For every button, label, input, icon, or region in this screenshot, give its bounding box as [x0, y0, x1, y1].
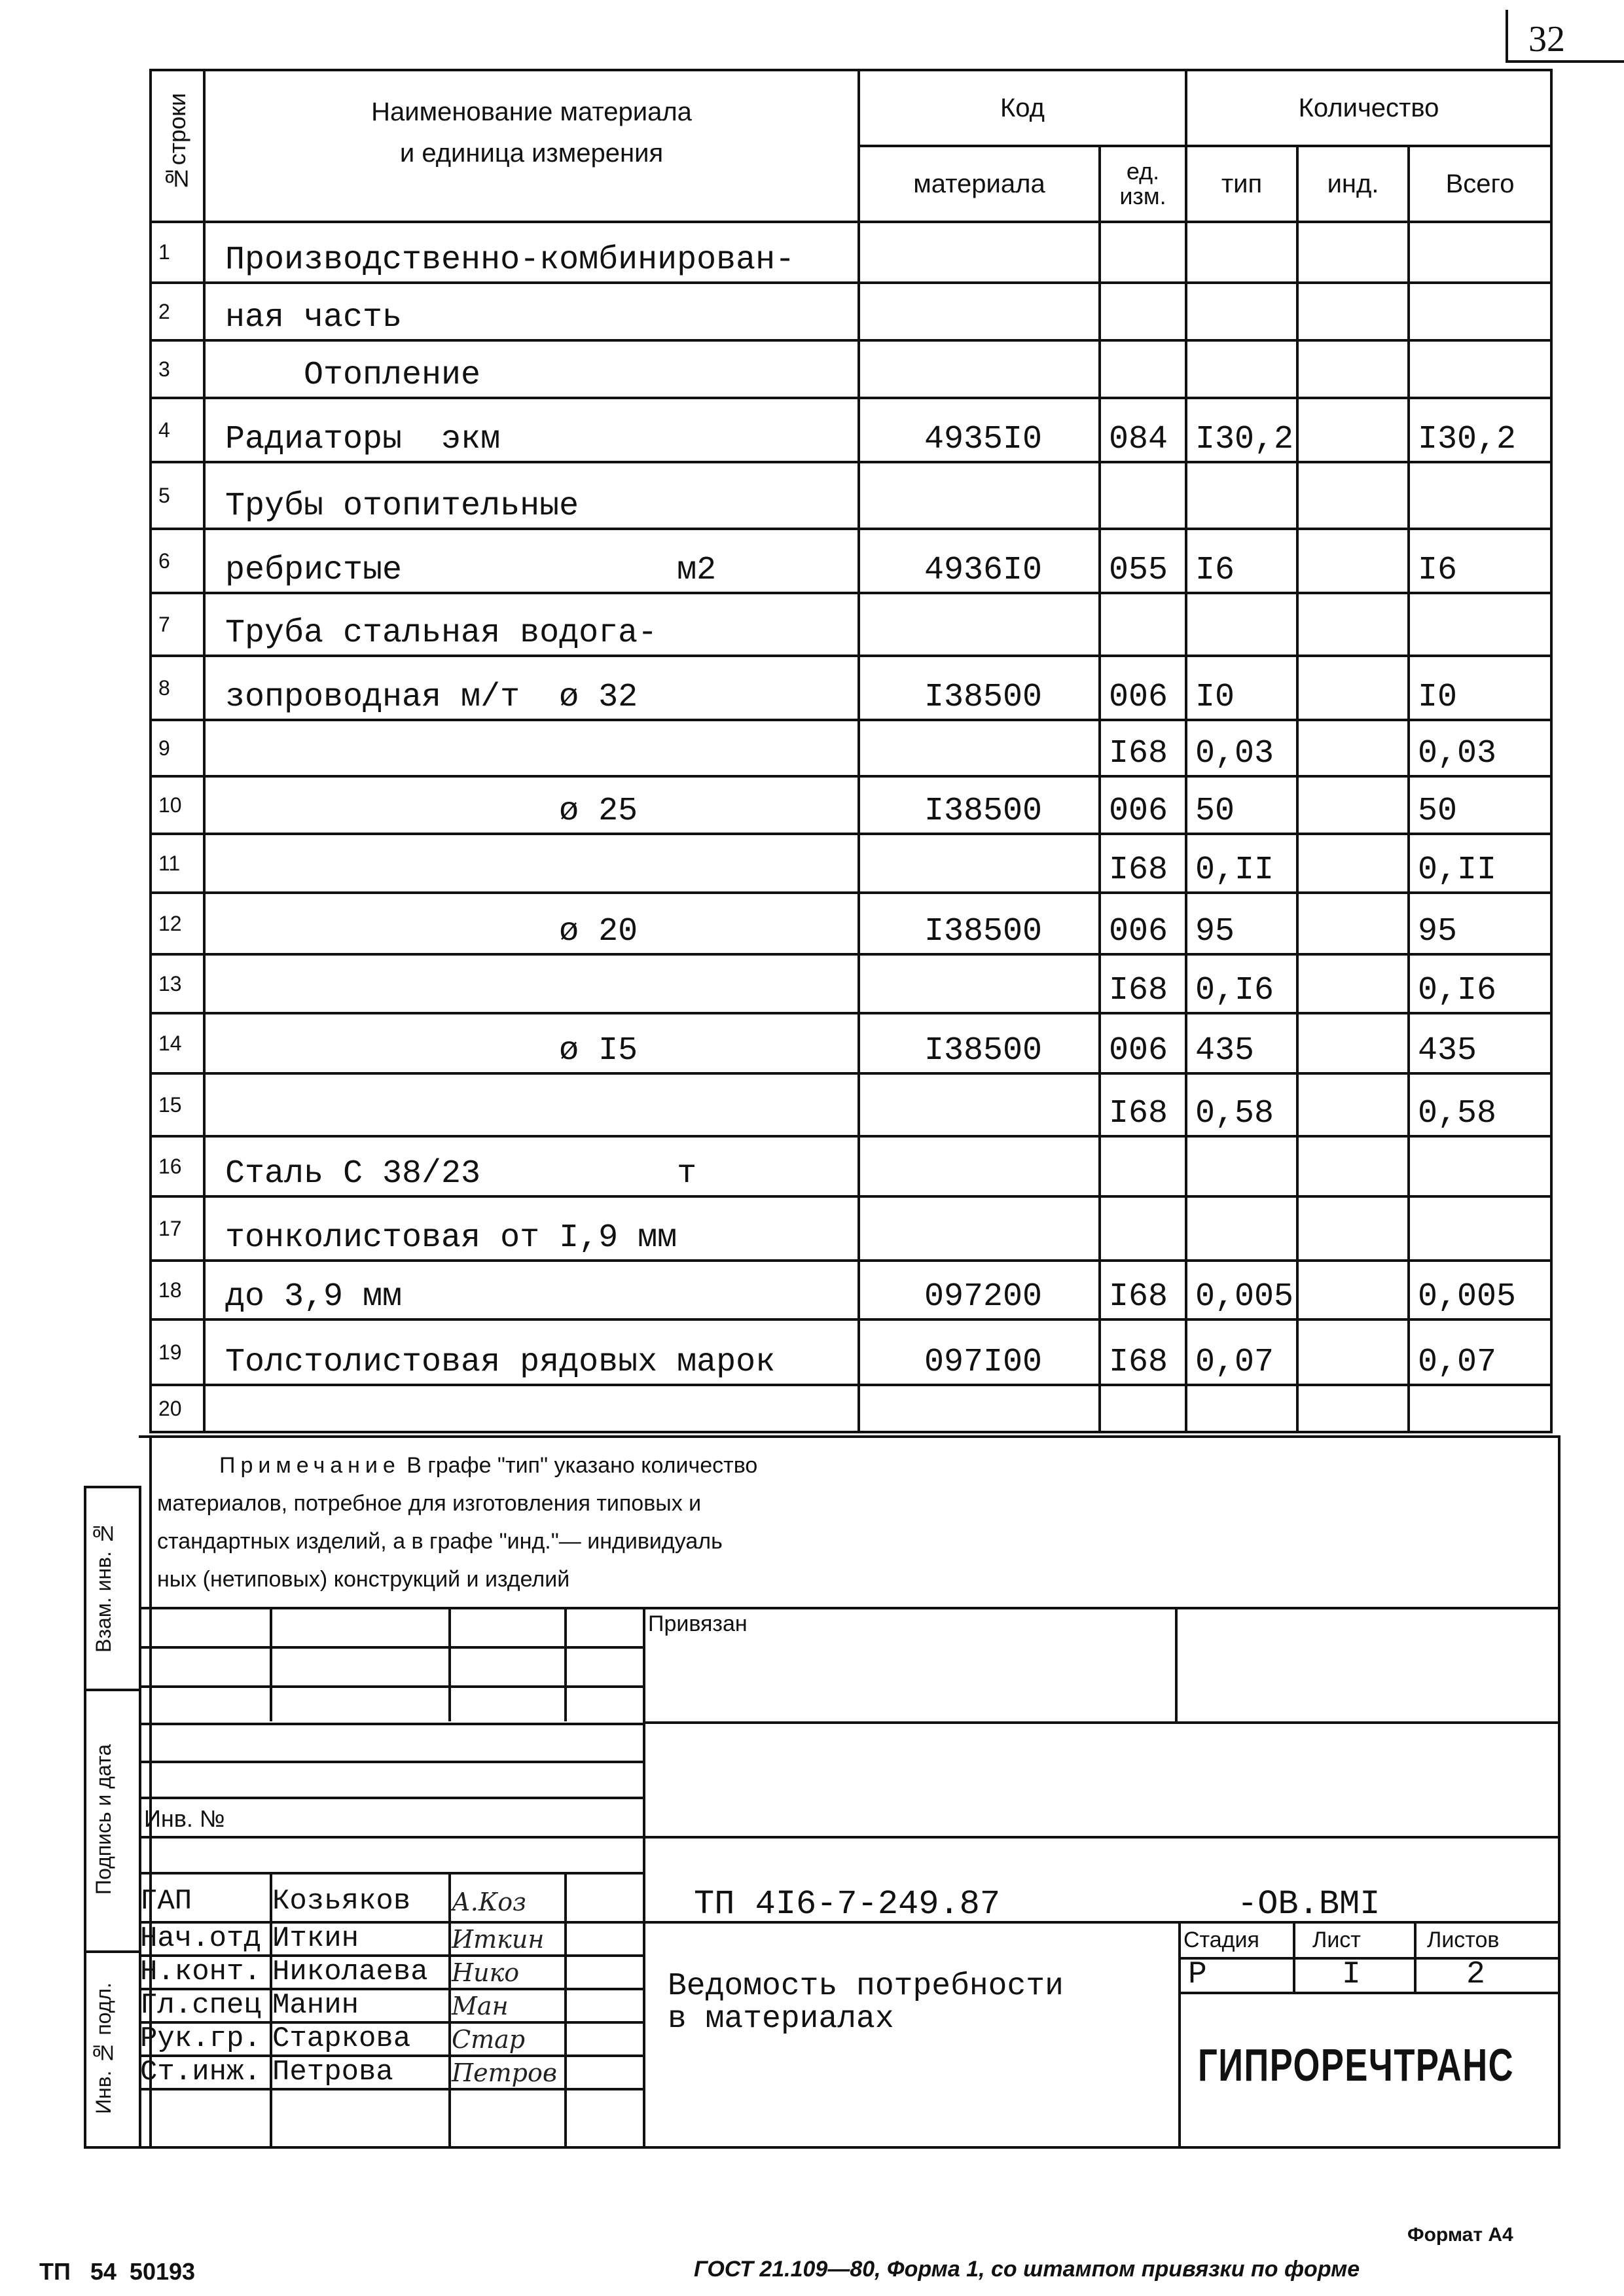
material-code	[859, 1073, 1100, 1136]
unit-code: I68	[1100, 954, 1186, 1013]
signatory-role: Нач.отд	[140, 1922, 261, 1955]
row-number: 17	[151, 1196, 204, 1261]
row-number: 14	[151, 1013, 204, 1073]
row-number: 19	[151, 1319, 204, 1385]
signature: Ман	[452, 1992, 509, 2020]
row-number: 2	[151, 283, 204, 340]
code-material-header: материала	[859, 146, 1100, 222]
qty-total: 0,I6	[1409, 954, 1551, 1013]
qty-ind	[1297, 1013, 1409, 1073]
unit-code	[1100, 1385, 1186, 1432]
material-code	[859, 283, 1100, 340]
row-number: 6	[151, 529, 204, 593]
signatory-role: Ст.инж.	[140, 2056, 261, 2089]
row-number: 8	[151, 656, 204, 720]
material-name	[204, 954, 859, 1013]
note-line-3: стандартных изделий, а в графе "инд."— индивидуаль	[157, 1529, 723, 1554]
signature: Иткин	[452, 1925, 545, 1954]
qty-total: I6	[1409, 529, 1551, 593]
material-code	[859, 1136, 1100, 1196]
material-code: 097200	[859, 1261, 1100, 1319]
material-code	[859, 222, 1100, 283]
table-row	[151, 1261, 1551, 1319]
row-number: 3	[151, 340, 204, 398]
material-code	[859, 954, 1100, 1013]
qty-ind	[1297, 1136, 1409, 1196]
signatory-name: Петрова	[272, 2056, 393, 2089]
footer-left: ТП 54 50193	[39, 2258, 196, 2285]
unit-code: 006	[1100, 656, 1186, 720]
material-name-header: Наименование материала и единица измерения	[204, 70, 859, 222]
qty-total: 0,005	[1409, 1261, 1551, 1319]
qty-ind	[1297, 776, 1409, 834]
table-row	[151, 1136, 1551, 1196]
material-name: ø 20	[204, 893, 859, 954]
footer-right: ГОСТ 21.109—80, Форма 1, со штампом привязки по форме	[694, 2257, 1360, 2282]
material-name: зопроводная м/т ø 32	[204, 656, 859, 720]
unit-code	[1100, 1196, 1186, 1261]
side-label-inv-podl: Инв. № подл.	[92, 1982, 115, 2115]
qty-type: 435	[1186, 1013, 1297, 1073]
table-row	[151, 222, 1551, 283]
qty-type: 0,03	[1186, 720, 1297, 776]
qty-ind	[1297, 340, 1409, 398]
side-label-signature-date: Подпись и дата	[92, 1744, 115, 1895]
qty-type: 0,07	[1186, 1319, 1297, 1385]
qty-total: 50	[1409, 776, 1551, 834]
signature: Петров	[452, 2058, 557, 2087]
document-title-line-2: в материалах	[668, 2001, 894, 2037]
table-row	[151, 1319, 1551, 1385]
qty-total	[1409, 1385, 1551, 1432]
sheets-label: Листов	[1427, 1928, 1500, 1952]
qty-total	[1409, 283, 1551, 340]
qty-type: I6	[1186, 529, 1297, 593]
unit-code	[1100, 1136, 1186, 1196]
sheet-value: I	[1342, 1957, 1361, 1992]
qty-total: 0,58	[1409, 1073, 1551, 1136]
qty-type	[1186, 222, 1297, 283]
qty-ind	[1297, 954, 1409, 1013]
qty-total	[1409, 1196, 1551, 1261]
qty-ind	[1297, 1073, 1409, 1136]
note-line-2: материалов, потребное для изготовления типовых и	[157, 1491, 702, 1516]
qty-ind	[1297, 283, 1409, 340]
unit-code: I68	[1100, 1319, 1186, 1385]
signatory-role: Гл.спец	[140, 1989, 261, 2022]
signature: А.Коз	[452, 1888, 526, 1916]
qty-ind	[1297, 398, 1409, 462]
document-title	[668, 1970, 1064, 2036]
material-code: 4935I0	[859, 398, 1100, 462]
qty-type: 0,005	[1186, 1261, 1297, 1319]
qty-ind-header: инд.	[1297, 146, 1409, 222]
qty-ind	[1297, 1385, 1409, 1432]
qty-ind	[1297, 720, 1409, 776]
qty-ind	[1297, 593, 1409, 656]
material-code: 097I00	[859, 1319, 1100, 1385]
qty-ind	[1297, 1196, 1409, 1261]
unit-code	[1100, 340, 1186, 398]
row-number: 9	[151, 720, 204, 776]
stage-label: Стадия	[1183, 1928, 1259, 1952]
table-row	[151, 1013, 1551, 1073]
table-row	[151, 1196, 1551, 1261]
qty-total: 0,03	[1409, 720, 1551, 776]
unit-code	[1100, 593, 1186, 656]
note-line-4: ных (нетиповых) конструкций и изделий	[157, 1567, 570, 1592]
signature: Нико	[452, 1958, 520, 1987]
unit-code: 006	[1100, 1013, 1186, 1073]
material-name: Толстолистовая рядовых марок	[204, 1319, 859, 1385]
row-number: 5	[151, 462, 204, 529]
materials-table	[149, 69, 1553, 1433]
side-label-vzam-inv: Взам. инв. №	[92, 1522, 115, 1653]
code-group-header: Код	[859, 70, 1186, 146]
material-name: до 3,9 мм	[204, 1261, 859, 1319]
qty-type: I30,2	[1186, 398, 1297, 462]
qty-type	[1186, 593, 1297, 656]
qty-type: 95	[1186, 893, 1297, 954]
material-code	[859, 593, 1100, 656]
material-code	[859, 1196, 1100, 1261]
qty-total: 95	[1409, 893, 1551, 954]
organization-name: ГИПРОРЕЧТРАНС	[1198, 2039, 1515, 2090]
sheet-label: Лист	[1312, 1928, 1361, 1952]
signatory-role: Рук.гр.	[140, 2022, 261, 2055]
material-name: Труба стальная водога-	[204, 593, 859, 656]
qty-total: 0,07	[1409, 1319, 1551, 1385]
signatory-role: ГАП	[140, 1885, 192, 1918]
material-name	[204, 1073, 859, 1136]
qty-type-header: тип	[1186, 146, 1297, 222]
table-row	[151, 1385, 1551, 1432]
material-name: Сталь С 38/23 т	[204, 1136, 859, 1196]
material-name	[204, 834, 859, 893]
unit-code: I68	[1100, 834, 1186, 893]
material-code	[859, 462, 1100, 529]
table-row	[151, 776, 1551, 834]
material-name: ребристые м2	[204, 529, 859, 593]
qty-ind	[1297, 834, 1409, 893]
qty-total: 435	[1409, 1013, 1551, 1073]
unit-code: 006	[1100, 893, 1186, 954]
unit-code: 006	[1100, 776, 1186, 834]
qty-total	[1409, 340, 1551, 398]
qty-type: 0,I6	[1186, 954, 1297, 1013]
qty-type: I0	[1186, 656, 1297, 720]
material-name	[204, 720, 859, 776]
unit-code: I68	[1100, 720, 1186, 776]
table-row	[151, 720, 1551, 776]
qty-type	[1186, 1136, 1297, 1196]
qty-ind	[1297, 222, 1409, 283]
signatory-name: Козьяков	[272, 1885, 411, 1918]
qty-ind	[1297, 1261, 1409, 1319]
unit-code	[1100, 222, 1186, 283]
table-row	[151, 529, 1551, 593]
signatory-role: Н.конт.	[140, 1956, 261, 1988]
privyazan-label: Привязан	[648, 1611, 748, 1636]
table-row	[151, 954, 1551, 1013]
qty-ind	[1297, 529, 1409, 593]
qty-type: 0,II	[1186, 834, 1297, 893]
row-number-header: №строки	[151, 70, 204, 222]
material-name: ная часть	[204, 283, 859, 340]
qty-total: I30,2	[1409, 398, 1551, 462]
qty-ind	[1297, 1319, 1409, 1385]
signatory-name: Манин	[272, 1989, 359, 2022]
signatory-name: Иткин	[272, 1922, 359, 1955]
inv-no-label: Инв. №	[144, 1805, 225, 1832]
signatory-name: Николаева	[272, 1956, 428, 1988]
qty-total: I0	[1409, 656, 1551, 720]
unit-code: 055	[1100, 529, 1186, 593]
material-name: Отопление	[204, 340, 859, 398]
qty-type	[1186, 462, 1297, 529]
page-number: 32	[1528, 19, 1565, 60]
document-suffix: -ОВ.ВМI	[1237, 1885, 1380, 1924]
qty-total	[1409, 1136, 1551, 1196]
unit-code	[1100, 283, 1186, 340]
qty-total: 0,II	[1409, 834, 1551, 893]
material-code: 4936I0	[859, 529, 1100, 593]
table-row	[151, 340, 1551, 398]
table-row	[151, 593, 1551, 656]
qty-type	[1186, 340, 1297, 398]
qty-ind	[1297, 656, 1409, 720]
material-code	[859, 340, 1100, 398]
material-code	[859, 834, 1100, 893]
signatory-name: Старкова	[272, 2022, 411, 2055]
row-number: 16	[151, 1136, 204, 1196]
code-unit-header: ед. изм.	[1100, 146, 1186, 222]
row-number: 1	[151, 222, 204, 283]
qty-total	[1409, 222, 1551, 283]
row-number: 4	[151, 398, 204, 462]
material-name: ø I5	[204, 1013, 859, 1073]
row-number: 7	[151, 593, 204, 656]
qty-type: 50	[1186, 776, 1297, 834]
row-number: 18	[151, 1261, 204, 1319]
material-code	[859, 720, 1100, 776]
qty-ind	[1297, 893, 1409, 954]
footer-format: Формат А4	[1407, 2224, 1513, 2246]
row-number: 12	[151, 893, 204, 954]
table-row	[151, 283, 1551, 340]
row-number: 15	[151, 1073, 204, 1136]
quantity-group-header: Количество	[1186, 70, 1551, 146]
material-code	[859, 1385, 1100, 1432]
table-row	[151, 656, 1551, 720]
material-code: I38500	[859, 893, 1100, 954]
note-line-1: В графе "тип" указано количество	[406, 1453, 758, 1478]
note	[157, 1446, 1401, 1598]
sheets-value: 2	[1466, 1957, 1485, 1992]
material-name: Радиаторы экм	[204, 398, 859, 462]
material-code: I38500	[859, 776, 1100, 834]
row-number: 11	[151, 834, 204, 893]
document-title-line-1: Ведомость потребности	[668, 1969, 1064, 2004]
qty-total	[1409, 462, 1551, 529]
note-lead: Примечание	[219, 1453, 401, 1478]
document-code: ТП 4I6-7-249.87	[694, 1885, 1001, 1924]
table-row	[151, 1073, 1551, 1136]
material-name: Производственно-комбинирован-	[204, 222, 859, 283]
stage-value: Р	[1188, 1957, 1207, 1992]
qty-total-header: Всего	[1409, 146, 1551, 222]
material-name	[204, 1385, 859, 1432]
material-code: I38500	[859, 656, 1100, 720]
table-row	[151, 462, 1551, 529]
row-number: 10	[151, 776, 204, 834]
unit-code	[1100, 462, 1186, 529]
unit-code: I68	[1100, 1261, 1186, 1319]
table-row	[151, 398, 1551, 462]
material-name: ø 25	[204, 776, 859, 834]
row-number: 13	[151, 954, 204, 1013]
material-name: тонколистовая от I,9 мм	[204, 1196, 859, 1261]
qty-total	[1409, 593, 1551, 656]
qty-type	[1186, 1196, 1297, 1261]
row-number: 20	[151, 1385, 204, 1432]
qty-type: 0,58	[1186, 1073, 1297, 1136]
qty-type	[1186, 283, 1297, 340]
table-row	[151, 893, 1551, 954]
unit-code: I68	[1100, 1073, 1186, 1136]
unit-code: 084	[1100, 398, 1186, 462]
qty-ind	[1297, 462, 1409, 529]
table-row	[151, 834, 1551, 893]
material-code: I38500	[859, 1013, 1100, 1073]
qty-type	[1186, 1385, 1297, 1432]
signature: Стар	[452, 2025, 526, 2054]
material-name: Трубы отопительные	[204, 462, 859, 529]
